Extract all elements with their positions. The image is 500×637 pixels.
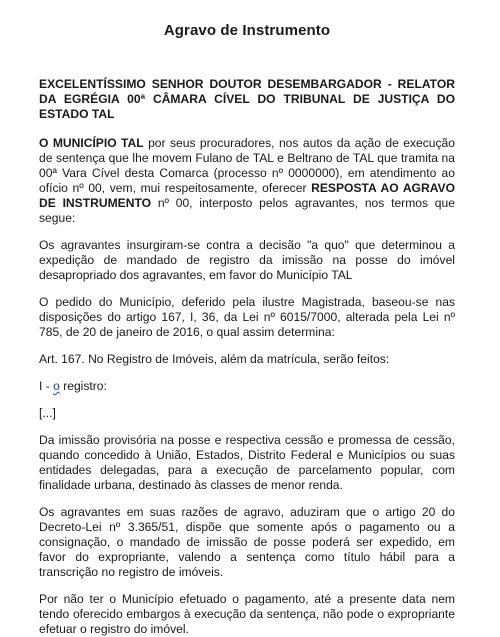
item-prefix: I - xyxy=(39,379,54,393)
intro-paragraph xyxy=(39,136,455,226)
response-title: RESPOSTA AO AGRAVO DE INSTRUMENTO xyxy=(39,181,455,210)
document-title: Agravo de Instrumento xyxy=(163,22,331,39)
paragraph-appeal-reasons: Os agravantes em suas razões de agravo, aduziram que o artigo 20 do Decreto-Lei nº 3.365/51, dispõe que somente após o pagamento ou a consignação, o mandado de imissão de posse poderá ser expedido, em favor do expropriante, valendo a sentença como título hábil para a transcrição no registro de imóveis. xyxy=(39,505,455,579)
spellcheck-underlined-word[interactable]: o xyxy=(53,379,60,393)
intro-text-a: por seus procuradores, nos autos da ação de execução de sentença que lhe movem Fulano de TAL e Beltrano de TAL que tramita na 00ª Vara Cível desta Comarca (processo nº 0000000), em atendimento ao ofício nº 00, vem, mui respeitosamente, oferecer xyxy=(39,136,455,195)
paragraph-insurgence: Os agravantes insurgiram-se contra a decisão "a quo" que determinou a expedição de mandado de registro da imissão na posse do imóvel desapropriado dos agravantes, em favor do Município TAL xyxy=(39,238,455,282)
party-name: O MUNICÍPIO TAL xyxy=(39,136,144,150)
paragraph-no-payment: Por não ter o Município efetuado o pagamento, até a presente data nem tendo oferecido embargos à execução da sentença, não pode o expropriante efetuar o registro do imóvel. xyxy=(39,592,455,636)
intro-text-b: nº 00, interposto pelos agravantes, nos termos que segue: xyxy=(39,196,455,225)
paragraph-item-i xyxy=(39,379,455,394)
addressee-paragraph: EXCELENTÍSSIMO SENHOR DOUTOR DESEMBARGADOR - RELATOR DA EGRÉGIA 00ª CÂMARA CÍVEL DO TRIBUNAL DE JUSTIÇA DO ESTADO TAL xyxy=(39,77,455,121)
paragraph-request: O pedido do Município, deferido pela ilustre Magistrada, baseou-se nas disposições do artigo 167, I, 36, da Lei nº 6015/7000, alterada pela Lei nº 785, de 20 de janeiro de 2016, o qual assim determina: xyxy=(39,295,455,339)
item-suffix: registro: xyxy=(59,379,107,393)
paragraph-article: Art. 167. No Registro de Imóveis, além da matrícula, serão feitos: xyxy=(39,352,390,366)
paragraph-ellipsis: [...] xyxy=(39,406,56,420)
paragraph-provisional-imission: Da imissão provisória na posse e respectiva cessão e promessa de cessão, quando concedido à União, Estados, Distrito Federal e Municípios ou suas entidades delegadas, para a execução de parcelamento popular, com finalidade urbana, destinado às classes de menor renda. xyxy=(39,433,455,492)
